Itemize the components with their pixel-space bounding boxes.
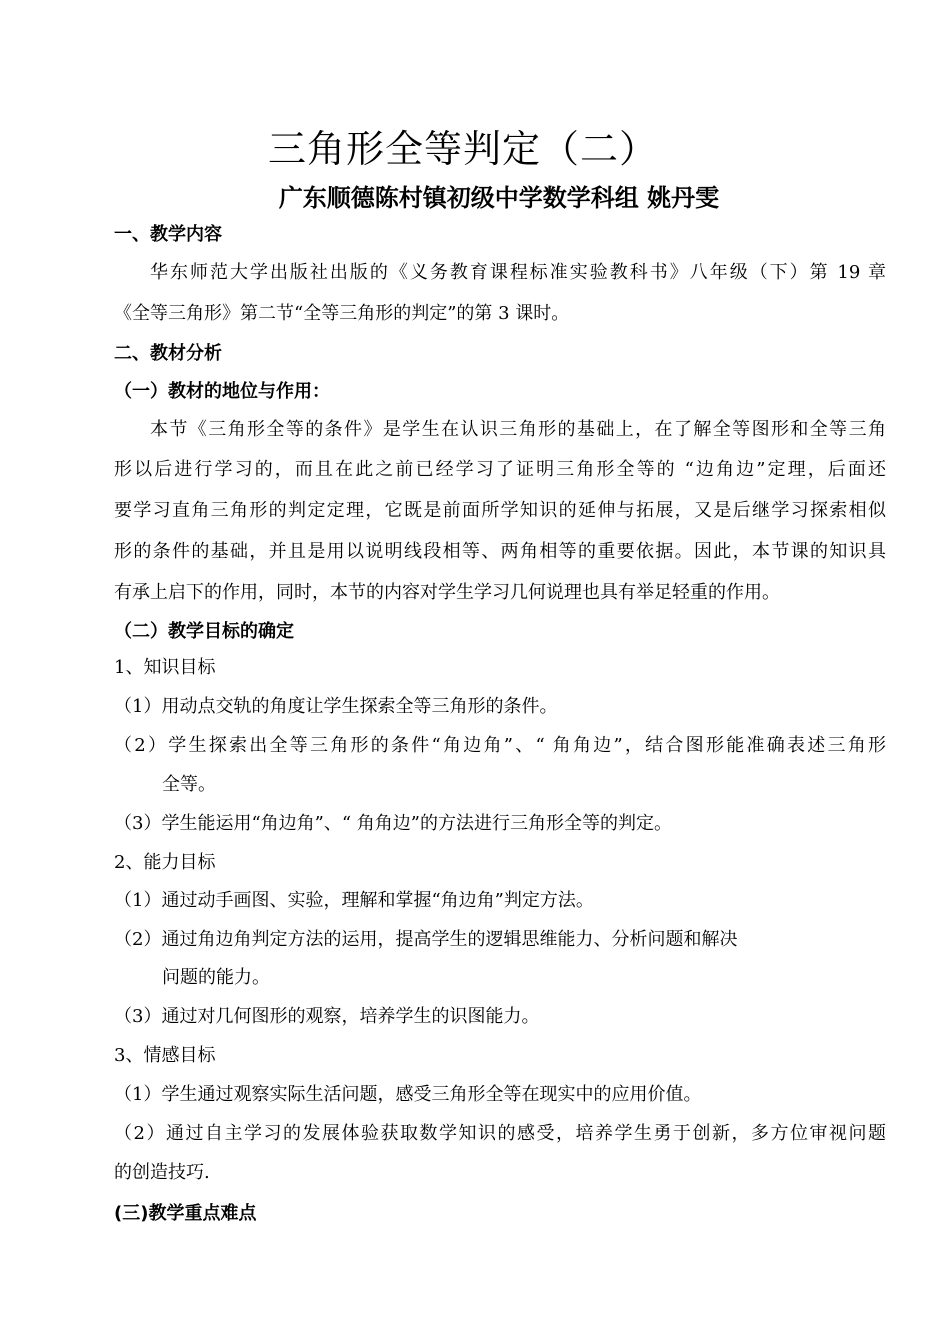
list-item: （2）通过自主学习的发展体验获取数学知识的感受，培养学生勇于创新，多方位审视问题	[114, 1123, 886, 1144]
paragraph-line: 本节《三角形全等的条件》是学生在认识三角形的基础上，在了解全等图形和全等三角	[150, 419, 886, 440]
list-item: （1）通过动手画图、实验，理解和掌握“角边角”判定方法。	[114, 890, 594, 911]
list-item: （3）学生能运用“角边角”、“ 角角边”的方法进行三角形全等的判定。	[114, 813, 672, 834]
paragraph-line: 《全等三角形》第二节“全等三角形的判定”的第 3 课时。	[114, 303, 570, 324]
list-item-continuation: 问题的能力。	[162, 967, 270, 988]
document-title: 三角形全等判定（二）	[267, 127, 658, 171]
list-item: （2）通过角边角判定方法的运用，提高学生的逻辑思维能力、分析问题和解决	[114, 929, 738, 950]
paragraph-line: 形的条件的基础，并且是用以说明线段相等、两角相等的重要依据。因此，本节课的知识具	[114, 541, 886, 562]
goal-heading-ability: 2、能力目标	[114, 852, 216, 873]
subsection-heading-goals: （二）教学目标的确定	[114, 621, 294, 642]
section-heading-material-analysis: 二、教材分析	[114, 343, 222, 364]
paragraph-line: 形以后进行学习的，而且在此之前已经学习了证明三角形全等的 “边角边”定理，后面还	[114, 459, 886, 480]
paragraph-line: 要学习直角三角形的判定定理，它既是前面所学知识的延伸与拓展，又是后继学习探索相似	[114, 500, 886, 521]
document-subtitle: 广东顺德陈村镇初级中学数学科组 姚丹雯	[278, 184, 720, 212]
subsection-heading-role: （一）教材的地位与作用：	[114, 381, 330, 402]
paragraph-line: 华东师范大学出版社出版的《义务教育课程标准实验教科书》八年级（下）第 19 章	[150, 262, 886, 283]
list-item: （1）学生通过观察实际生活问题，感受三角形全等在现实中的应用价值。	[114, 1084, 702, 1105]
list-item: （3）通过对几何图形的观察，培养学生的识图能力。	[114, 1006, 540, 1027]
section-heading-teaching-content: 一、教学内容	[114, 224, 222, 245]
goal-heading-emotion: 3、情感目标	[114, 1045, 216, 1066]
list-item: （1）用动点交轨的角度让学生探索全等三角形的条件。	[114, 696, 558, 717]
list-item-continuation: 全等。	[162, 774, 216, 795]
subsection-heading-key-points: (三)教学重点难点	[114, 1203, 257, 1224]
paragraph-line: 有承上启下的作用，同时，本节的内容对学生学习几何说理也具有举足轻重的作用。	[114, 582, 780, 603]
list-item: （2）学生探索出全等三角形的条件“角边角”、“ 角角边”，结合图形能准确表述三角形	[114, 735, 886, 756]
list-item-continuation: 的创造技巧.	[114, 1162, 210, 1183]
goal-heading-knowledge: 1、知识目标	[114, 657, 216, 678]
